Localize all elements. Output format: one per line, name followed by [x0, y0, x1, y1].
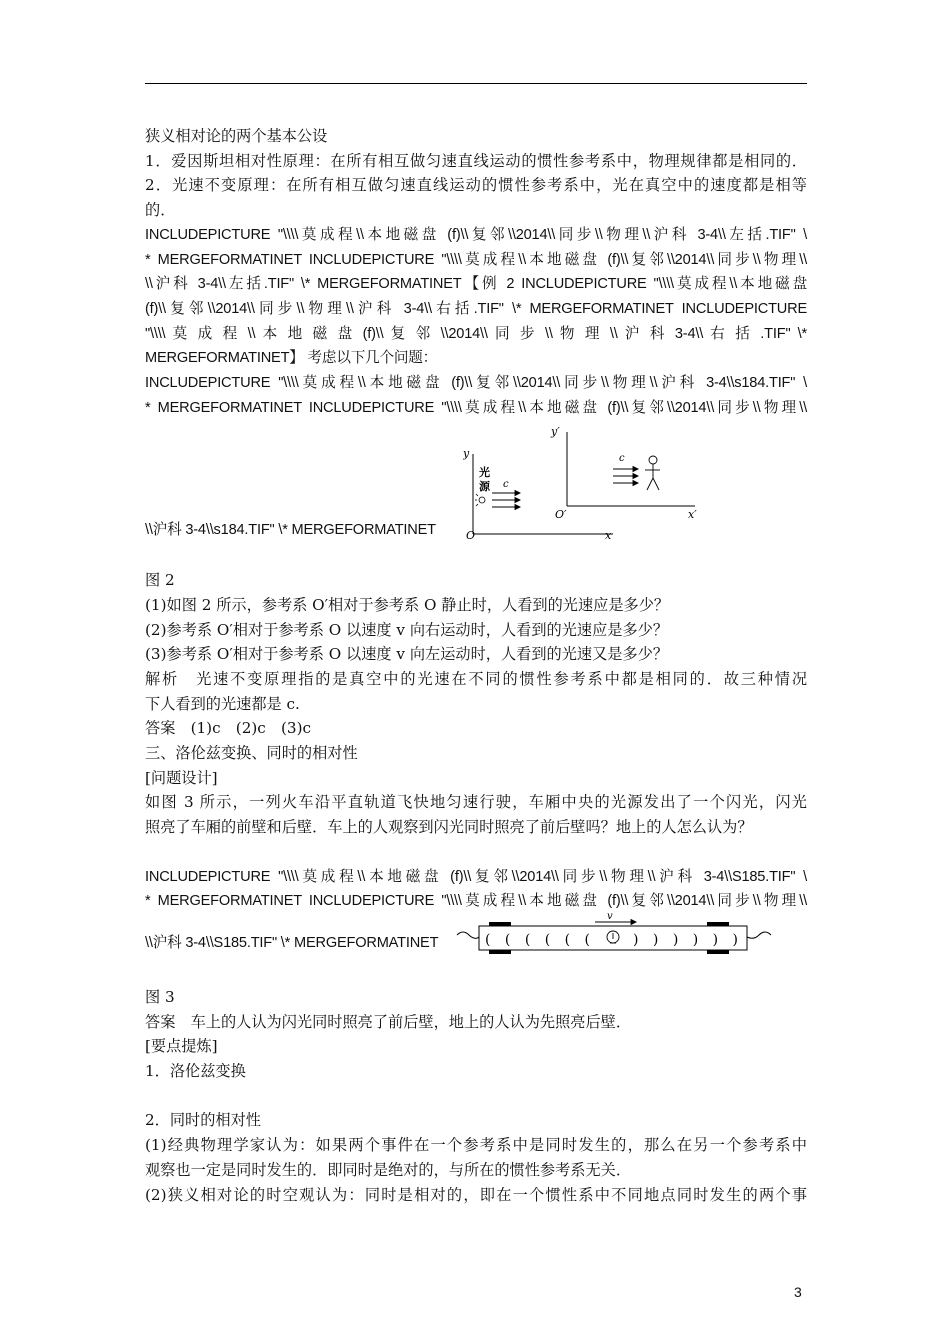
include-field-line: \\沪科 3-4\\左括.TIF" \* MERGEFORMATINET【例 2 INCLUDEPICTURE "\\\\莫成程\\本地磁盘	[145, 276, 807, 293]
question-3: (3)参考系 O′相对于参考系 O 以速度 v 向左运动时，人看到的光速又是多少？	[145, 645, 669, 664]
question-1: (1)如图 2 所示，参考系 O′相对于参考系 O 静止时，人看到的光速应是多少？	[145, 595, 670, 614]
special-relativity-line: (2)狭义相对论的时空观认为：同时是相对的，即在一个惯性系中不同地点同时发生的两个事	[145, 1185, 807, 1204]
include-field-line: INCLUDEPICTURE "\\\\莫成程\\本地磁盘 (f)\\复邻\\2014\\同步\\物理\\沪科 3-4\\s184.TIF" \	[145, 375, 807, 392]
wave-fronts-left: ( ( ( ( ( (	[485, 931, 596, 948]
page-body	[145, 124, 807, 1207]
include-field-line: * MERGEFORMATINET INCLUDEPICTURE "\\\\莫成程\\本地磁盘 (f)\\复邻\\2014\\同步\\物理\\	[145, 893, 807, 910]
classical-line-1: (1)经典物理学家认为：如果两个事件在一个参考系中是同时发生的，那么在另一个参考系中	[145, 1136, 807, 1155]
velocity-arrow	[595, 919, 636, 924]
light-source-icon	[475, 494, 485, 506]
velocity-label: v	[607, 910, 613, 922]
figure-3-row	[145, 910, 807, 963]
classical-line-2: 观察也一定是同时发生的．即同时是绝对的，与所在的惯性参考系无关．	[145, 1160, 631, 1179]
axis-y-prime-label: y′	[551, 425, 560, 439]
section-3-title: 三、洛伦兹变换、同时的相对性	[145, 744, 358, 763]
header-rule	[145, 83, 807, 84]
question-2: (2)参考系 O′相对于参考系 O 以速度 v 向右运动时，人看到的光速应是多少？	[145, 620, 669, 639]
point-2: 2．同时的相对性	[145, 1111, 261, 1130]
include-field-line: * MERGEFORMATINET INCLUDEPICTURE "\\\\莫成程\\本地磁盘 (f)\\复邻\\2014\\同步\\物理\\	[145, 399, 807, 416]
axis-x-label: x	[605, 529, 612, 543]
include-field-line: \\沪科 3-4\\S185.TIF" \* MERGEFORMATINET	[145, 934, 439, 951]
page-number: 3	[794, 1284, 802, 1300]
axis-x-prime-label: x′	[688, 508, 697, 522]
problem-design-label: [问题设计]	[145, 768, 218, 787]
include-field-line: * MERGEFORMATINET INCLUDEPICTURE "\\\\莫成程\\本地磁盘 (f)\\复邻\\2014\\同步\\物理\\	[145, 251, 807, 268]
source-label-2: 源	[479, 480, 490, 494]
answer-2: 答案 车上的人认为闪光同时照亮了前后壁，地上的人认为先照亮后壁．	[145, 1012, 631, 1031]
postulate-1: 1．爱因斯坦相对性原理：在所有相互做匀速直线运动的惯性参考系中，物理规律都是相同的．	[145, 151, 807, 170]
key-points-label: [要点提炼]	[145, 1037, 218, 1056]
figure-2-row	[145, 420, 807, 543]
section-heading: 狭义相对论的两个基本公设	[145, 127, 328, 145]
design-text-1: 如图 3 所示，一列火车沿平直轨道飞快地匀速行驶，车厢中央的光源发出了一个闪光，闪光	[145, 793, 807, 812]
bulb-icon	[607, 931, 619, 943]
include-field-line: INCLUDEPICTURE "\\\\莫成程\\本地磁盘 (f)\\复邻\\2014\\同步\\物理\\沪科 3-4\\S185.TIF" \	[145, 868, 807, 885]
origin-o-label: O	[466, 529, 476, 543]
observer-person-icon	[645, 456, 660, 490]
postulate-2-end: 的．	[145, 201, 176, 220]
answer-1: 答案 (1)c (2)c (3)c	[145, 719, 311, 738]
point-1: 1．洛伦兹变换	[145, 1062, 246, 1081]
light-rays-left	[492, 491, 520, 510]
include-field-line: INCLUDEPICTURE "\\\\莫成程\\本地磁盘 (f)\\复邻\\2014\\同步\\物理\\沪科 3-4\\左括.TIF" \	[145, 226, 807, 243]
light-rays-right	[613, 467, 638, 486]
example-intro: MERGEFORMATINET】 考虑以下几个问题：	[145, 350, 438, 367]
analysis-line-1: 解析 光速不变原理指的是真空中的光速在不同的惯性参考系中都是相同的．故三种情况	[145, 669, 807, 688]
origin-o-prime-label: O′	[555, 508, 567, 522]
axis-y-label: y	[463, 447, 470, 461]
figure-2-caption: 图 2	[145, 571, 175, 590]
design-text-2: 照亮了车厢的前壁和后壁．车上的人观察到闪光同时照亮了前后壁吗？地上的人怎么认为？	[145, 818, 753, 837]
postulate-2: 2．光速不变原理：在所有相互做匀速直线运动的惯性参考系中，光在真空中的速度都是相等	[145, 176, 807, 195]
light-speed-left-label: c	[503, 479, 509, 491]
include-field-line: "\\\\ 莫 成 程 \\ 本 地 磁 盘 (f)\\ 复 邻 \\2014\\ 同 步 \\ 物 理 \\ 沪 科 3-4\\ 右 括 .TIF" \*	[145, 325, 807, 342]
figure-3	[455, 909, 780, 961]
source-label-1: 光	[479, 466, 490, 480]
figure-2	[463, 424, 853, 544]
wave-fronts-right: ) ) ) ) ) )	[633, 931, 744, 948]
include-field-line: \\沪科 3-4\\s184.TIF" \* MERGEFORMATINET	[145, 522, 436, 539]
light-speed-right-label: c	[619, 453, 625, 465]
analysis-line-2: 下人看到的光速都是 c.	[145, 694, 300, 713]
include-field-line: (f)\\复邻\\2014\\同步\\物理\\沪科 3-4\\右括.TIF" \* MERGEFORMATINET INCLUDEPICTURE	[145, 300, 807, 317]
figure-3-caption: 图 3	[145, 987, 175, 1006]
